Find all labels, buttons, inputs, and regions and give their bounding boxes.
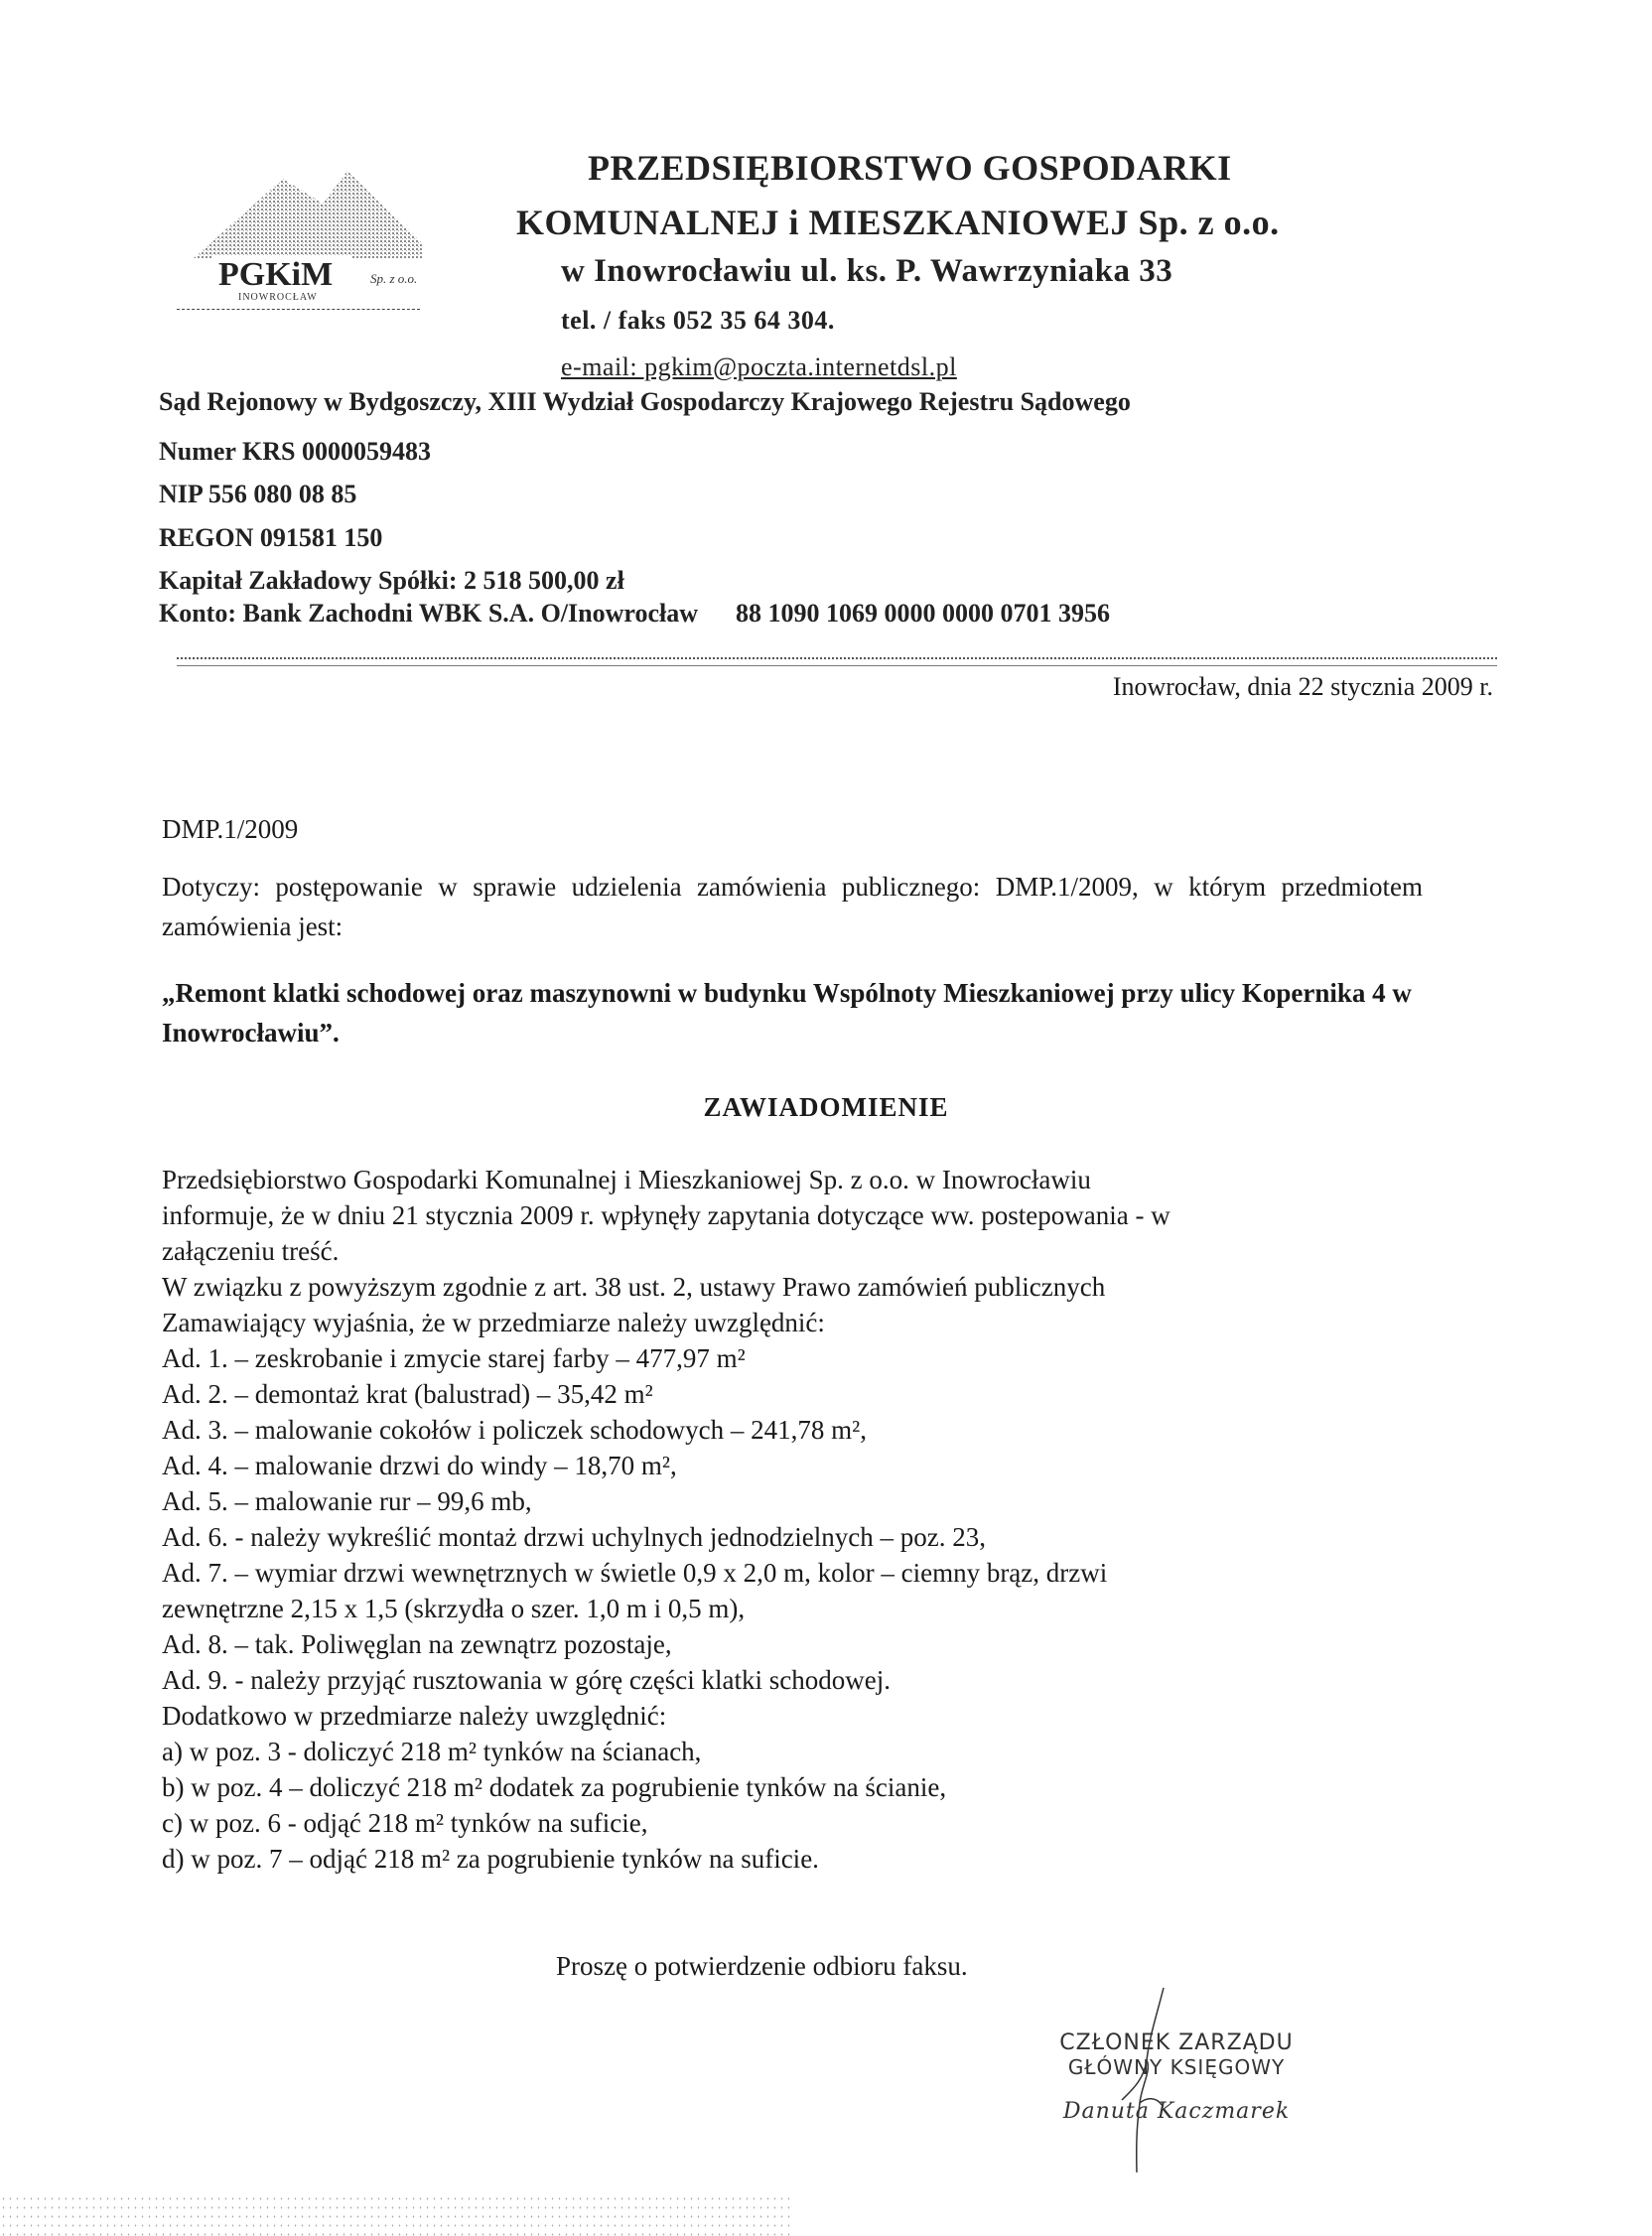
intro-line: Zamawiający wyjaśnia, że w przedmiarze należy uwzględnić: <box>162 1308 825 1337</box>
additional-item: a) w poz. 3 - doliczyć 218 m² tynków na ścianach, <box>162 1737 702 1766</box>
company-phone: tel. / faks 052 35 64 304. <box>561 306 835 335</box>
company-address: w Inowrocławiu ul. ks. P. Wawrzyniaka 33 <box>561 253 1173 289</box>
logo-divider <box>177 309 420 310</box>
svg-text:Sp. z o.o.: Sp. z o.o. <box>370 271 418 286</box>
additional-item: b) w poz. 4 – doliczyć 218 m² dodatek za pogrubienie tynków na ścianie, <box>162 1772 947 1802</box>
signatory-role-board: CZŁONEK ZARZĄDU <box>1059 2030 1294 2055</box>
bank-name: Konto: Bank Zachodni WBK S.A. O/Inowrocław <box>159 599 698 628</box>
company-email-link[interactable]: e-mail: pgkim@poczta.internetdsl.pl <box>561 352 957 381</box>
clarification-item: Ad. 6. - należy wykreślić montaż drzwi uchylnych jednodzielnych – poz. 23, <box>162 1522 986 1552</box>
logo-mountains-icon <box>174 149 427 308</box>
clarification-item: Ad. 5. – malowanie rur – 99,6 mb, <box>162 1486 532 1516</box>
header-separator <box>177 657 1497 666</box>
signature-stamp <box>1018 2030 1335 2124</box>
additional-item: d) w poz. 7 – odjąć 218 m² za pogrubienie tynków na suficie. <box>162 1844 819 1874</box>
intro-line: W związku z powyższym zgodnie z art. 38 ust. 2, ustawy Prawo zamówień publicznych <box>162 1272 1106 1302</box>
clarification-item: Ad. 4. – malowanie drzwi do windy – 18,70 m², <box>162 1451 677 1480</box>
clarification-item: Ad. 8. – tak. Poliwęglan na zewnątrz pozostaje, <box>162 1629 672 1659</box>
svg-text:PGKiM: PGKiM <box>218 256 334 293</box>
share-capital: Kapitał Zakładowy Spółki: 2 518 500,00 zł <box>159 566 624 595</box>
additional-item: c) w poz. 6 - odjąć 218 m² tynków na suficie, <box>162 1808 648 1838</box>
signatory-role-accountant: GŁÓWNY KSIĘGOWY <box>1067 2055 1286 2079</box>
bank-account-line <box>159 599 1110 629</box>
clarification-item: Ad. 3. – malowanie cokołów i policzek schodowych – 241,78 m², <box>162 1415 867 1445</box>
clarification-item: Ad. 9. - należy przyjąć rusztowania w górę części klatki schodowej. <box>162 1665 891 1695</box>
svg-text:INOWROCŁAW: INOWROCŁAW <box>238 292 318 303</box>
intro-line: Przedsiębiorstwo Gospodarki Komunalnej i Mieszkaniowej Sp. z o.o. w Inowrocławiu <box>162 1165 1091 1194</box>
scan-noise <box>0 2194 794 2236</box>
regarding-paragraph: Dotyczy: postępowanie w sprawie udzielenia zamówienia publicznego: DMP.1/2009, w którym przedmiotem zamówienia jest: <box>162 872 1423 941</box>
signatory-name: Danuta Kaczmarek <box>1062 2099 1291 2124</box>
closing-request: Proszę o potwierdzenie odbioru faksu. <box>556 1951 968 1981</box>
clarification-item: Ad. 7. – wymiar drzwi wewnętrznych w świetle 0,9 x 2,0 m, kolor – ciemny brąz, drzwi <box>162 1558 1108 1588</box>
account-number: 88 1090 1069 0000 0000 0701 3956 <box>736 599 1110 628</box>
clarification-item: Ad. 2. – demontaż krat (balustrad) – 35,42 m² <box>162 1379 653 1409</box>
nip-number: NIP 556 080 08 85 <box>159 480 357 508</box>
company-logo <box>174 149 427 308</box>
clarification-item: Ad. 1. – zeskrobanie i zmycie starej farby – 477,97 m² <box>162 1343 746 1373</box>
krs-number: Numer KRS 0000059483 <box>159 437 431 466</box>
subject-title: „Remont klatki schodowej oraz maszynowni w budynku Wspólnoty Mieszkaniowej przy ulicy Kopernika 4 w Inowrocławiu”. <box>162 978 1412 1048</box>
company-name-line2: KOMUNALNEJ i MIESZKANIOWEJ Sp. z o.o. <box>516 203 1280 242</box>
additional-header: Dodatkowo w przedmiarze należy uwzględnić: <box>162 1701 667 1731</box>
company-name-line1: PRZEDSIĘBIORSTWO GOSPODARKI <box>588 148 1232 188</box>
notice-body <box>162 1162 1423 1877</box>
intro-line: załączeniu treść. <box>162 1236 340 1266</box>
court-registry: Sąd Rejonowy w Bydgoszczy, XIII Wydział Gospodarczy Krajowego Rejestru Sądowego <box>159 387 1131 416</box>
letter-date: Inowrocław, dnia 22 stycznia 2009 r. <box>1112 672 1493 701</box>
reference-number: DMP.1/2009 <box>162 814 299 844</box>
regon-number: REGON 091581 150 <box>159 523 383 552</box>
intro-line: informuje, że w dniu 21 stycznia 2009 r. wpłynęły zapytania dotyczące ww. postepowania - w <box>162 1200 1170 1230</box>
clarification-item: zewnętrzne 2,15 x 1,5 (skrzydła o szer. 1,0 m i 0,5 m), <box>162 1594 746 1623</box>
document-title: ZAWIADOMIENIE <box>703 1092 949 1122</box>
